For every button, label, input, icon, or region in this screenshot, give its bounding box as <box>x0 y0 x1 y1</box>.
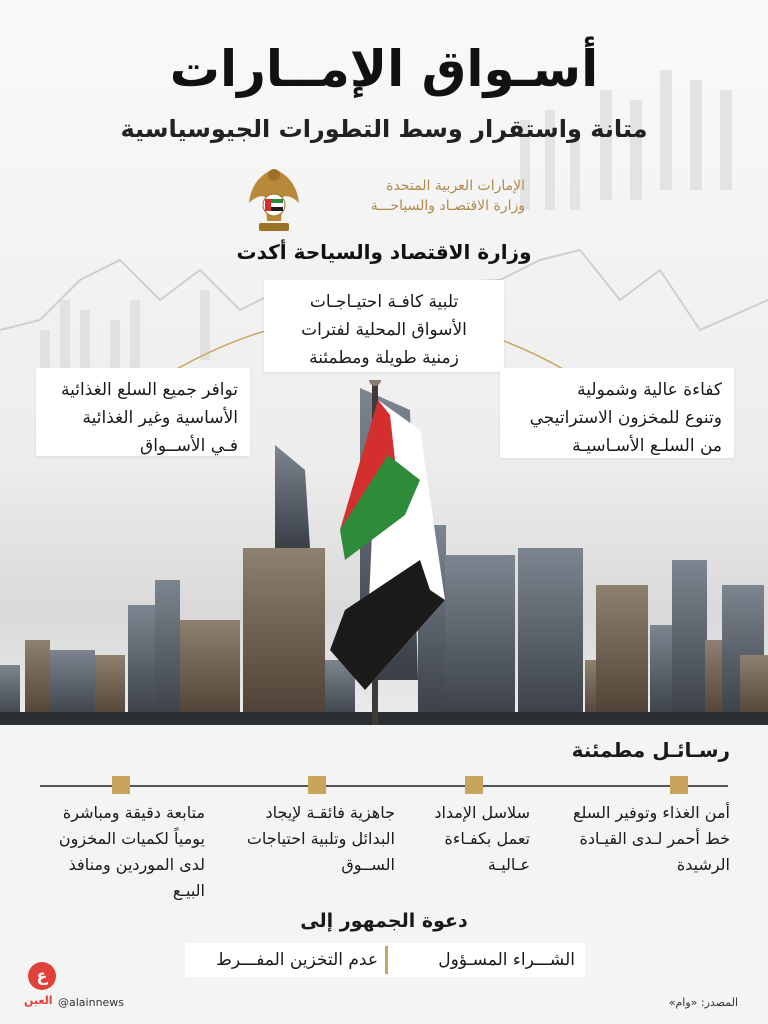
ministry-line-1: الإمارات العربية المتحدة <box>386 178 525 194</box>
ministry-name <box>310 176 525 216</box>
no-overstocking: عدم التخزين المفـــرط <box>216 950 378 970</box>
timeline-marker <box>308 776 326 794</box>
timeline-marker <box>465 776 483 794</box>
message-line: خط أحمر لـدى القيـادة <box>579 829 730 848</box>
timeline-marker <box>112 776 130 794</box>
alain-logo-text: العين <box>24 994 53 1007</box>
responsible-buying: الشـــراء المسـؤول <box>438 950 575 970</box>
public-call-title: دعوة الجمهور إلى <box>300 910 468 932</box>
card-line: توافر جميع السلع الغذائية <box>61 380 238 400</box>
message-monitoring <box>30 800 205 904</box>
card-line: الأساسية وغير الغذائية <box>82 408 238 428</box>
ministry-line-2: وزارة الاقتصـاد والسياحـــة <box>370 198 525 214</box>
message-line: متابعة دقيقة ومباشرة <box>62 803 205 822</box>
message-line: تعمل بكفـاءة <box>444 829 530 848</box>
reassuring-messages-title: رسـائـل مطمئنة <box>571 738 730 762</box>
card-market-needs <box>264 280 504 372</box>
uae-emblem-icon <box>245 163 303 235</box>
source-credit: المصدر: «وام» <box>668 996 738 1009</box>
message-line: يومياً لكميات المخزون <box>58 829 205 848</box>
page-subtitle: متانة واستقرار وسط التطورات الجيوسياسية <box>120 115 648 143</box>
card-line: زمنية طويلة ومطمئنة <box>309 348 459 368</box>
call-separator <box>385 946 388 974</box>
alain-logo-icon: ع <box>28 962 56 990</box>
confirmed-heading: وزارة الاقتصاد والسياحة أكدت <box>236 240 532 264</box>
city-skyline-with-flag <box>0 380 768 730</box>
message-line: الســوق <box>341 855 395 874</box>
message-line: الرشيدة <box>676 855 730 874</box>
message-line: جاهزية فائقـة لإيجاد <box>265 803 395 822</box>
message-line: البيـع <box>172 881 205 900</box>
message-line: أمن الغذاء وتوفير السلع <box>572 803 730 822</box>
card-line: وتنوع للمخزون الاستراتيجي <box>529 408 722 428</box>
message-line: عـاليـة <box>487 855 530 874</box>
message-line: سلاسل الإمداد <box>434 803 530 822</box>
card-line: من السلـع الأسـاسيـة <box>572 436 722 456</box>
message-readiness <box>215 800 395 878</box>
page-title: أسـواق الإمــارات <box>169 40 599 98</box>
card-line: فـي الأســواق <box>140 436 238 456</box>
card-line: كفاءة عالية وشمولية <box>577 380 722 400</box>
card-line: الأسواق المحلية لفترات <box>301 320 467 340</box>
message-line: لدى الموردين ومنافذ <box>68 855 205 874</box>
social-handle: @alainnews <box>58 996 125 1009</box>
timeline-line <box>40 785 728 787</box>
message-line: البدائل وتلبية احتياجات <box>246 829 395 848</box>
timeline-marker <box>670 776 688 794</box>
message-supply-chains <box>405 800 530 878</box>
card-line: تلبية كافـة احتيـاجـات <box>309 292 459 312</box>
message-food-security <box>548 800 730 878</box>
